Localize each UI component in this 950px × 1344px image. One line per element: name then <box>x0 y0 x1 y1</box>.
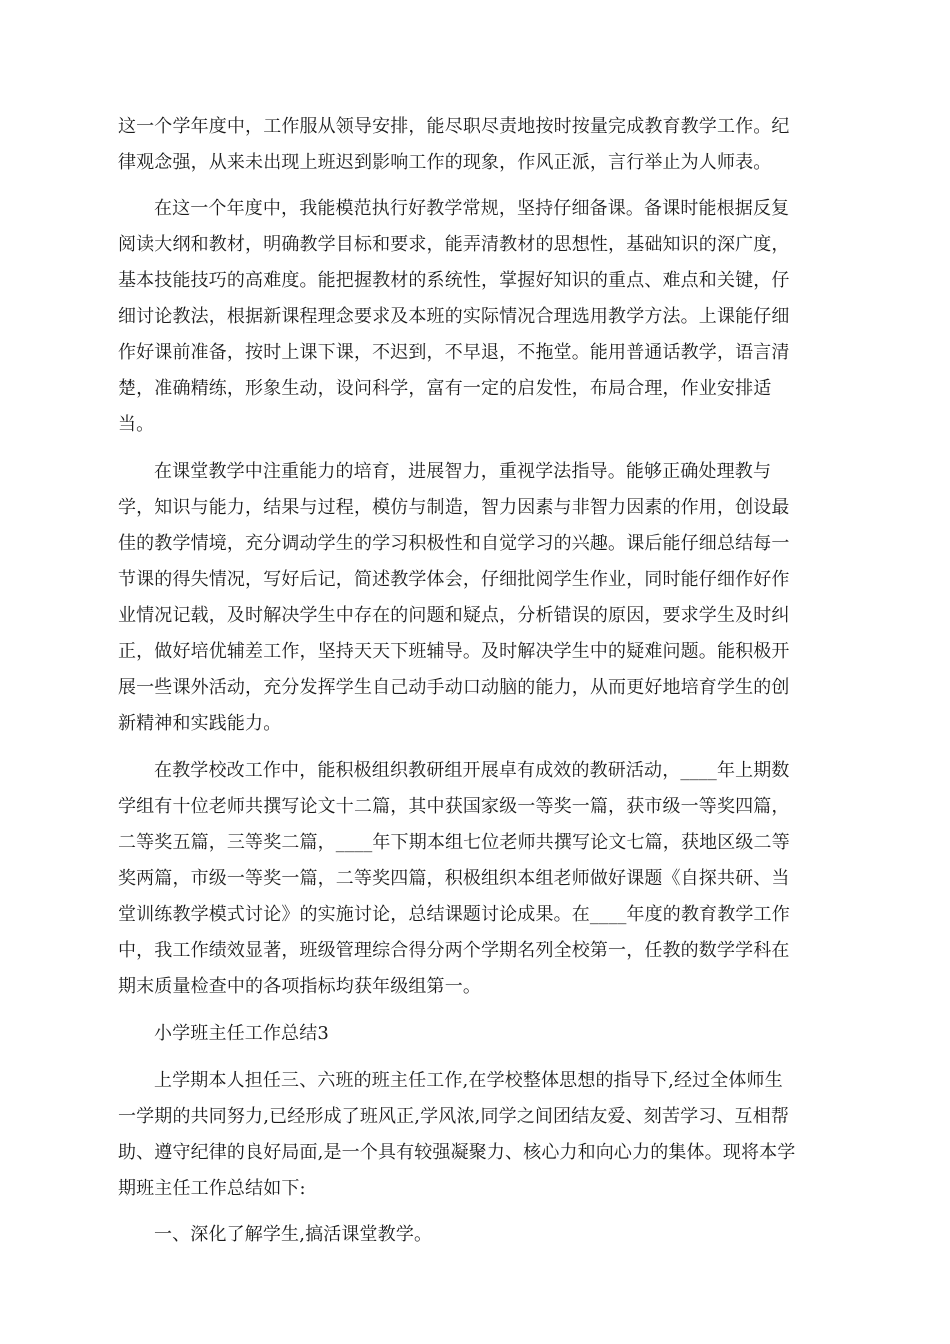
paragraph-line: 在课堂教学中注重能力的培育，进展智力，重视学法指导。能够正确处理教与 <box>154 461 772 482</box>
paragraph-line: 一学期的共同努力,已经形成了班风正,学风浓,同学之间团结友爱、刻苦学习、互相帮 <box>118 1106 790 1127</box>
paragraph-line: 当。 <box>118 414 155 435</box>
paragraph-line: 学，知识与能力，结果与过程，模仿与制造，智力因素与非智力因素的作用，创设最 <box>118 497 790 518</box>
paragraph-line: 基本技能技巧的高难度。能把握教材的系统性，掌握好知识的重点、难点和关键，仔 <box>118 270 790 291</box>
paragraph-line: 作好课前准备，按时上课下课，不迟到，不早退，不拖堂。能用普通话教学，语言清 <box>118 342 790 363</box>
section-heading: 小学班主任工作总结3 <box>154 1023 329 1044</box>
paragraph-line: 正，做好培优辅差工作，坚持天天下班辅导。及时解决学生中的疑难问题。能积极开 <box>118 641 790 662</box>
paragraph-line: 节课的得失情况，写好后记，简述教学体会，仔细批阅学生作业，同时能仔细作好作 <box>118 569 790 590</box>
paragraph-line: 佳的教学情境，充分调动学生的学习积极性和自觉学习的兴趣。课后能仔细总结每一 <box>118 533 790 554</box>
paragraph-line: 中，我工作绩效显著，班级管理综合得分两个学期名列全校第一，任教的数学学科在 <box>118 940 790 961</box>
paragraph-line: 在教学校改工作中，能积极组织教研组开展卓有成效的教研活动，____年上期数 <box>154 760 790 781</box>
paragraph-line: 新精神和实践能力。 <box>118 713 282 734</box>
paragraph-line: 这一个学年度中，工作服从领导安排，能尽职尽责地按时按量完成教育教学工作。纪 <box>118 116 790 137</box>
paragraph-line: 楚，准确精练，形象生动，设问科学，富有一定的启发性，布局合理，作业安排适 <box>118 378 772 399</box>
paragraph-line: 在这一个年度中，我能模范执行好教学常规，坚持仔细备课。备课时能根据反复 <box>154 198 790 219</box>
paragraph-line: 业情况记载，及时解决学生中存在的问题和疑点，分析错误的原因，要求学生及时纠 <box>118 605 790 626</box>
paragraph-line: 期班主任工作总结如下: <box>118 1178 306 1199</box>
paragraph-line: 细讨论教法，根据新课程理念要求及本班的实际情况合理选用教学方法。上课能仔细 <box>118 306 790 327</box>
paragraph-line: 助、遵守纪律的良好局面,是一个具有较强凝聚力、核心力和向心力的集体。现将本学 <box>118 1142 796 1163</box>
paragraph-line: 上学期本人担任三、六班的班主任工作,在学校整体思想的指导下,经过全体师生 <box>154 1070 783 1091</box>
paragraph-line: 学组有十位老师共撰写论文十二篇，其中获国家级一等奖一篇，获市级一等奖四篇， <box>118 796 790 817</box>
paragraph-line: 二等奖五篇，三等奖二篇，____年下期本组七位老师共撰写论文七篇，获地区级二等 <box>118 832 790 853</box>
paragraph-line: 奖两篇，市级一等奖一篇，二等奖四篇，积极组织本组老师做好课题《自探共研、当 <box>118 868 790 889</box>
paragraph-line: 堂训练教学模式讨论》的实施讨论，总结课题讨论成果。在____年度的教育教学工作 <box>118 904 790 925</box>
paragraph-line: 展一些课外活动，充分发挥学生自己动手动口动脑的能力，从而更好地培育学生的创 <box>118 677 790 698</box>
subsection-heading: 一、深化了解学生,搞活课堂教学。 <box>154 1224 433 1245</box>
paragraph-line: 期末质量检查中的各项指标均获年级组第一。 <box>118 976 481 997</box>
paragraph-line: 阅读大纲和教材，明确教学目标和要求，能弄清教材的思想性，基础知识的深广度， <box>118 234 790 255</box>
paragraph-line: 律观念强，从来未出现上班迟到影响工作的现象，作风正派，言行举止为人师表。 <box>118 152 772 173</box>
